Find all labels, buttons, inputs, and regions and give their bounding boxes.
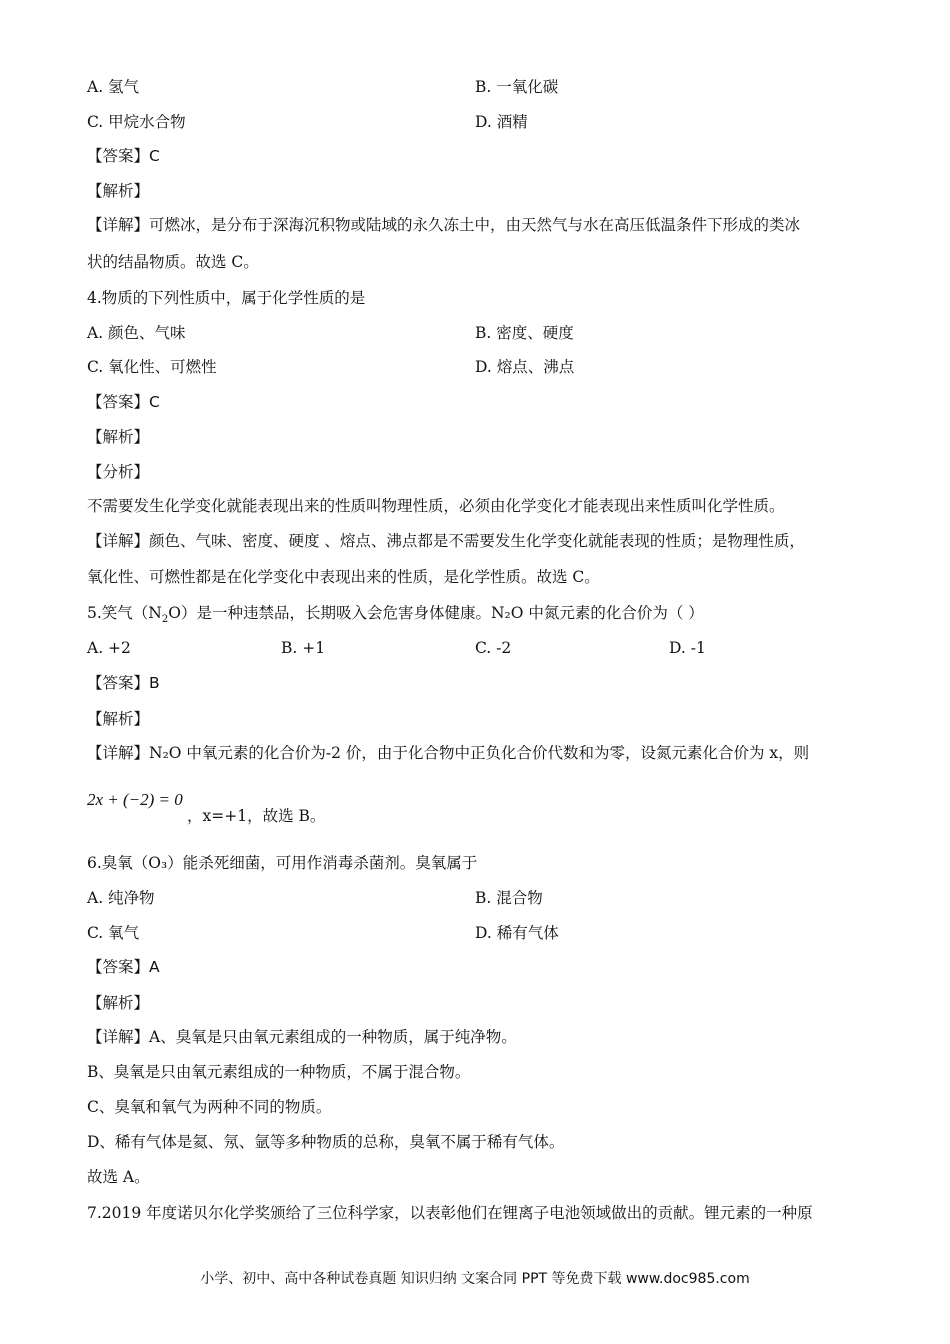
q3-detail-line-1: 【详解】可燃冰，是分布于深海沉积物或陆域的永久冻土中，由天然气与水在高压低温条件下形成的类冰 bbox=[87, 216, 801, 234]
q6-detail-line-4: D、稀有气体是氦、氖、氩等多种物质的总称，臭氧不属于稀有气体。 bbox=[87, 1133, 565, 1151]
q6-detail-line-5: 故选 A。 bbox=[87, 1168, 150, 1186]
q3-option-a: A. 氢气 bbox=[87, 78, 140, 96]
q5-option-d: D. -1 bbox=[669, 639, 706, 657]
q5-stem bbox=[87, 602, 704, 631]
q3-option-c: C. 甲烷水合物 bbox=[87, 113, 186, 131]
q5-detail-line-2: ，x=+1，故选 B。 bbox=[187, 807, 326, 825]
q6-detail-line-2: B、臭氧是只由氧元素组成的一种物质，不属于混合物。 bbox=[87, 1063, 471, 1081]
q4-option-a: A. 颜色、气味 bbox=[87, 324, 186, 342]
q6-answer: 【答案】A bbox=[87, 958, 160, 976]
q3-detail-line-2: 状的结晶物质。故选 C。 bbox=[87, 253, 259, 271]
q6-analysis-heading: 【解析】 bbox=[87, 994, 150, 1012]
q4-analysis-heading: 【解析】 bbox=[87, 428, 150, 446]
q7-stem: 7.2019 年度诺贝尔化学奖颁给了三位科学家，以表彰他们在锂离子电池领域做出的贡献。锂元素的一种原 bbox=[87, 1204, 813, 1222]
q5-option-a: A. +2 bbox=[87, 639, 131, 657]
q5-detail-line-1: 【详解】N₂O 中氧元素的化合价为-2 价，由于化合物中正负化合价代数和为零，设氮元素化合价为 x，则 bbox=[87, 744, 810, 762]
q4-stem: 4.物质的下列性质中，属于化学性质的是 bbox=[87, 289, 366, 307]
q4-option-b: B. 密度、硬度 bbox=[475, 324, 574, 342]
q5-stem-post: O）是一种违禁品，长期吸入会危害身体健康。N₂O 中氮元素的化合价为（ ） bbox=[168, 604, 704, 622]
q4-answer: 【答案】C bbox=[87, 393, 160, 411]
q4-option-c: C. 氧化性、可燃性 bbox=[87, 358, 217, 376]
q5-equation: 2x + (−2) = 0 bbox=[87, 790, 183, 809]
q4-fenxi-heading: 【分析】 bbox=[87, 463, 150, 481]
q3-answer: 【答案】C bbox=[87, 147, 160, 165]
q6-option-b: B. 混合物 bbox=[475, 889, 543, 907]
q6-detail-line-3: C、臭氧和氧气为两种不同的物质。 bbox=[87, 1098, 332, 1116]
q4-fenxi-text: 不需要发生化学变化就能表现出来的性质叫物理性质，必须由化学变化才能表现出来性质叫化学性质。 bbox=[87, 497, 785, 515]
q6-stem: 6.臭氧（O₃）能杀死细菌，可用作消毒杀菌剂。臭氧属于 bbox=[87, 854, 478, 872]
q5-option-c: C. -2 bbox=[475, 639, 512, 657]
q5-analysis-heading: 【解析】 bbox=[87, 710, 150, 728]
q5-stem-pre: 5.笑气（N bbox=[87, 604, 162, 622]
q4-detail-line-2: 氧化性、可燃性都是在化学变化中表现出来的性质，是化学性质。故选 C。 bbox=[87, 568, 600, 586]
q3-analysis-heading: 【解析】 bbox=[87, 182, 150, 200]
q5-stem-sub: 2 bbox=[161, 614, 169, 626]
q5-answer: 【答案】B bbox=[87, 674, 160, 692]
q6-option-c: C. 氧气 bbox=[87, 924, 140, 942]
q4-option-d: D. 熔点、沸点 bbox=[475, 358, 575, 376]
q6-option-d: D. 稀有气体 bbox=[475, 924, 559, 942]
q6-detail-line-1: 【详解】A、臭氧是只由氧元素组成的一种物质，属于纯净物。 bbox=[87, 1028, 517, 1046]
q6-option-a: A. 纯净物 bbox=[87, 889, 155, 907]
q4-detail-line-1: 【详解】颜色、气味、密度、硬度 、熔点、沸点都是不需要发生化学变化就能表现的性质；是物理性质， bbox=[87, 532, 805, 550]
q3-option-d: D. 酒精 bbox=[475, 113, 528, 131]
page-footer: 小学、初中、高中各种试卷真题 知识归纳 文案合同 PPT 等免费下载 www.doc985.com bbox=[200, 1271, 750, 1287]
q5-option-b: B. +1 bbox=[281, 639, 326, 657]
q3-option-b: B. 一氧化碳 bbox=[475, 78, 559, 96]
